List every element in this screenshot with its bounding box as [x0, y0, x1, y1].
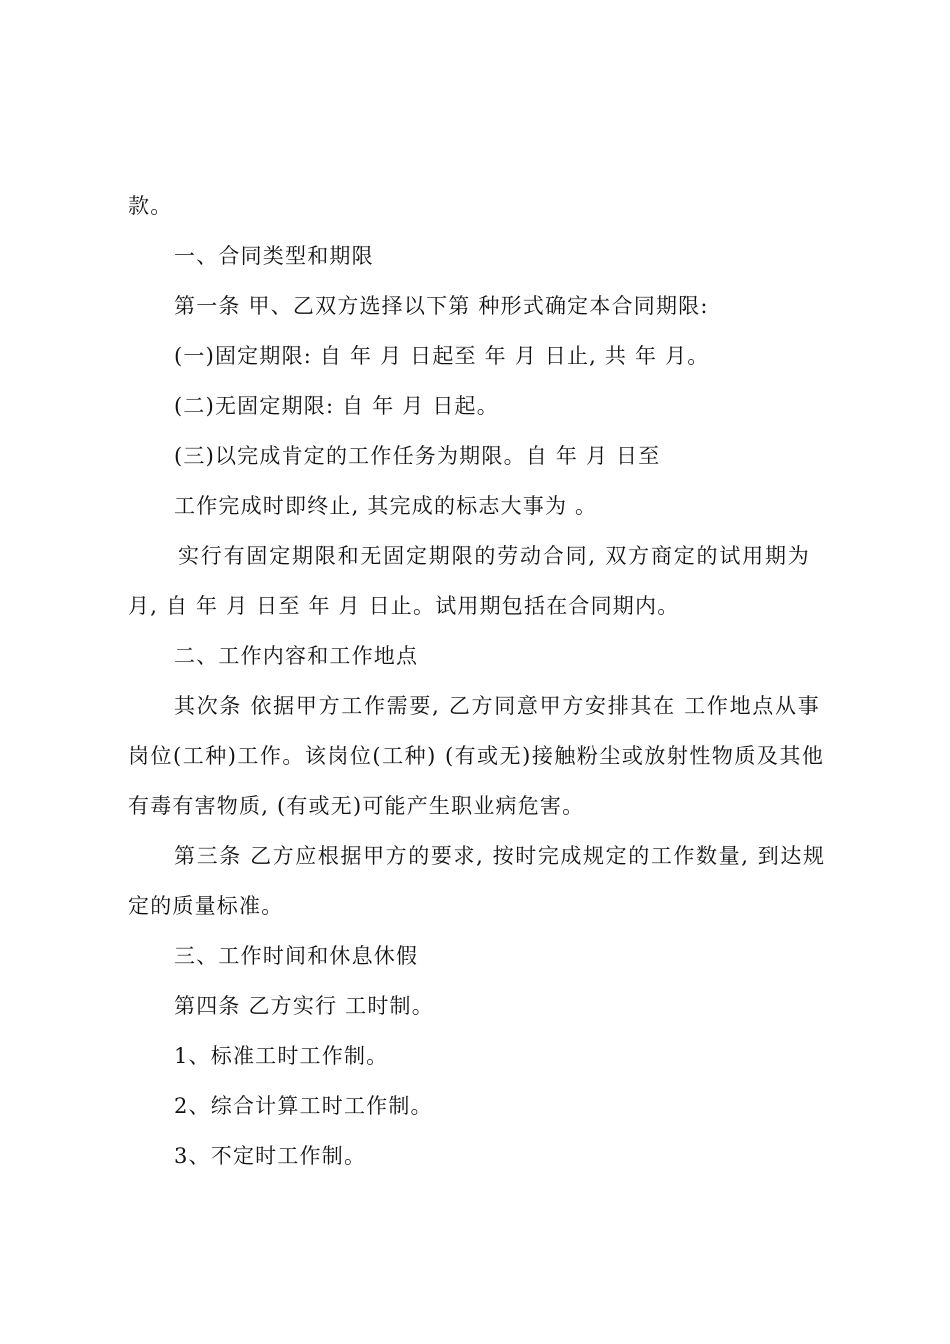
section-heading-contract-type: 一、合同类型和期限	[174, 244, 374, 268]
probation-line-2: 月, 自 年 月 日至 年 月 日止。试用期包括在合同期内。	[128, 594, 680, 618]
article-2-line-2: 岗位(工种)工作。该岗位(工种) (有或无)接触粉尘或放射性物质及其他	[128, 744, 825, 768]
option-standard-hours: 1、标准工时工作制。	[174, 1044, 389, 1068]
open-term-line: (二)无固定期限: 自 年 月 日起。	[174, 394, 499, 418]
article-2-line-3: 有毒有害物质, (有或无)可能产生职业病危害。	[128, 794, 585, 818]
article-2-line-1: 其次条 依据甲方工作需要, 乙方同意甲方安排其在 工作地点从事	[174, 694, 821, 718]
article-3-line-1: 第三条 乙方应根据甲方的要求, 按时完成规定的工作数量, 到达规	[174, 844, 826, 868]
section-heading-work-content: 二、工作内容和工作地点	[174, 644, 419, 668]
option-flexible-hours: 3、不定时工作制。	[174, 1144, 367, 1168]
article-4-line: 第四条 乙方实行 工时制。	[174, 994, 434, 1018]
section-heading-working-hours: 三、工作时间和休息休假	[174, 944, 419, 968]
paragraph-line: 款。	[128, 194, 173, 218]
option-comprehensive-hours: 2、综合计算工时工作制。	[174, 1094, 433, 1118]
article-1-line: 第一条 甲、乙双方选择以下第 种形式确定本合同期限:	[174, 294, 709, 318]
probation-line-1: 实行有固定期限和无固定期限的劳动合同, 双方商定的试用期为	[178, 544, 811, 568]
article-3-line-2: 定的质量标准。	[128, 894, 284, 918]
fixed-term-line: (一)固定期限: 自 年 月 日起至 年 月 日止, 共 年 月。	[174, 344, 710, 368]
task-term-line: (三)以完成肯定的工作任务为期限。自 年 月 日至	[174, 444, 661, 468]
task-completion-line: 工作完成时即终止, 其完成的标志大事为 。	[174, 494, 598, 518]
